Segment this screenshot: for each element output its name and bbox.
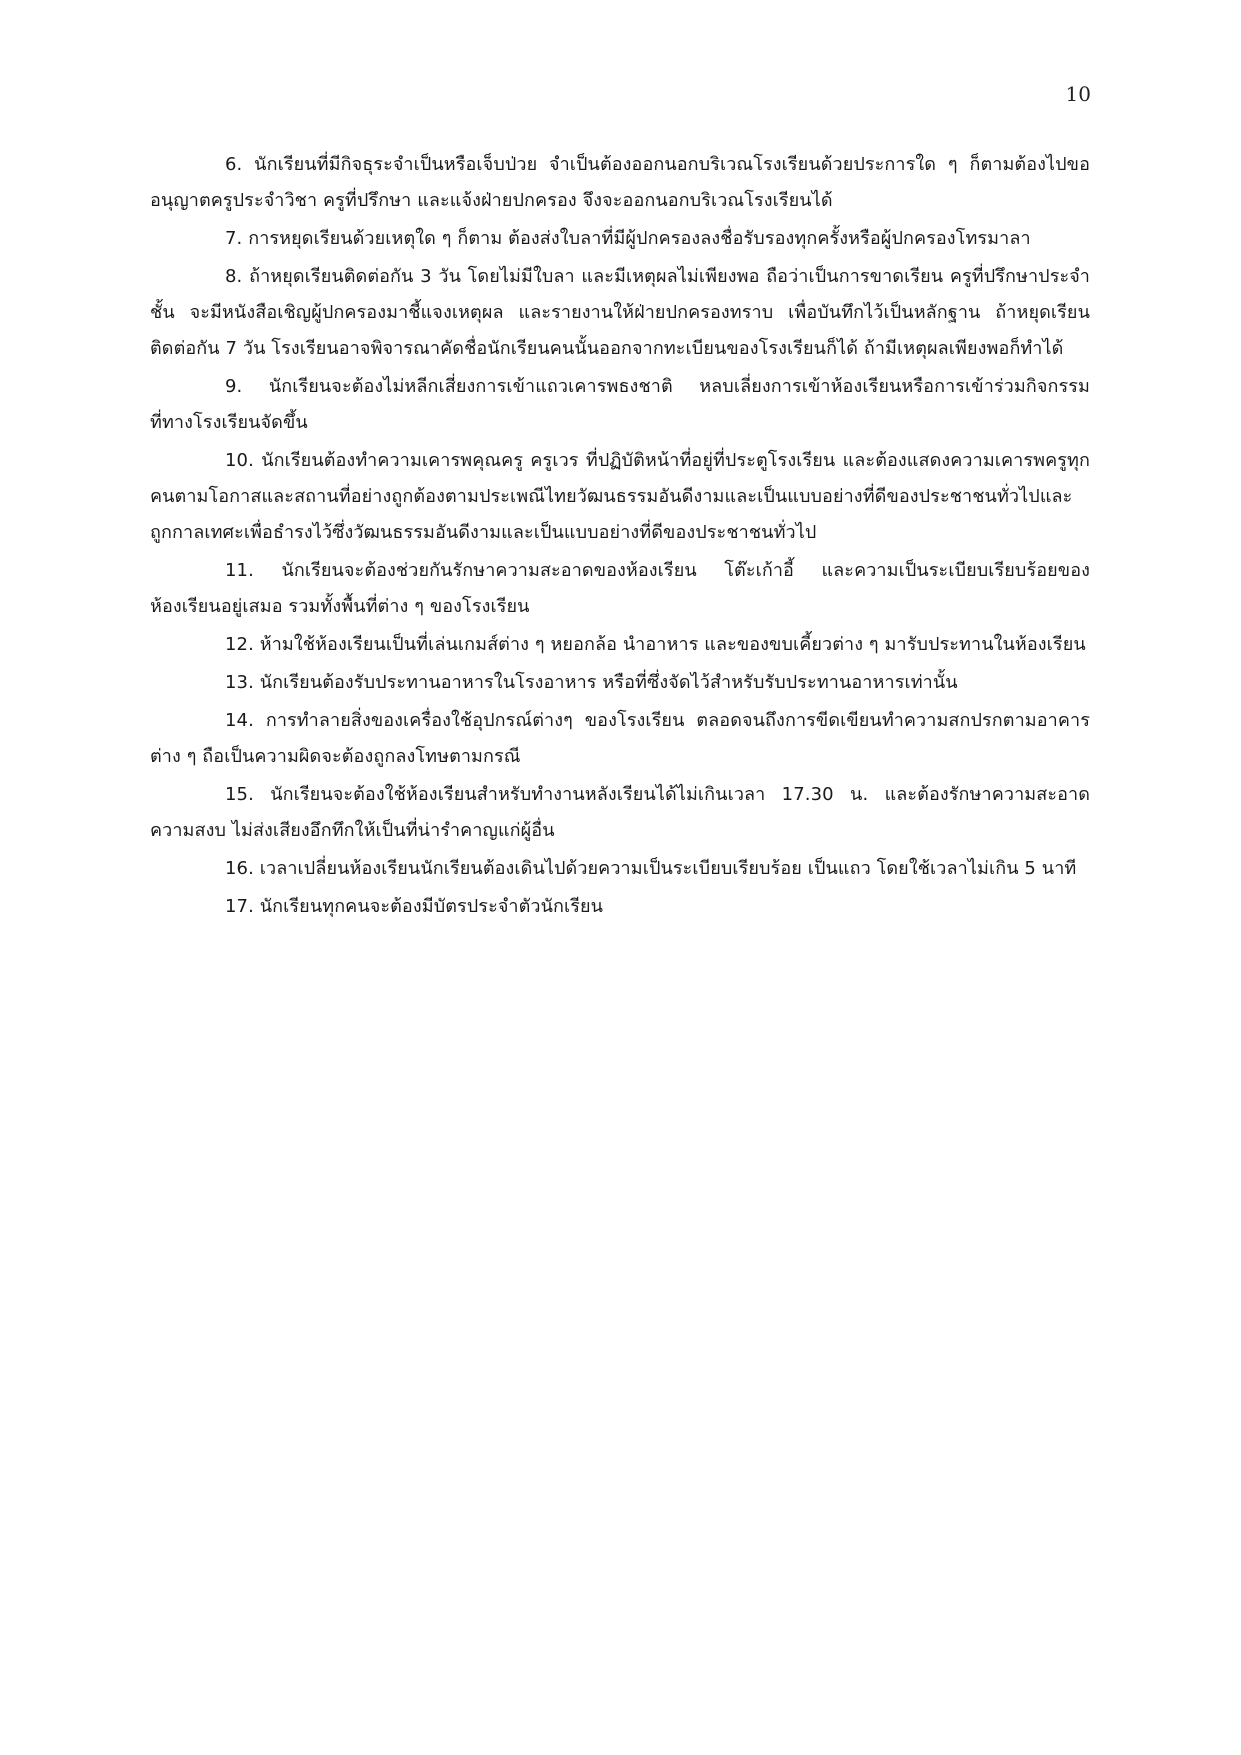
rule-17: 17. นักเรียนทุกคนจะต้องมีบัตรประจำตัวนักเรียน bbox=[225, 896, 604, 917]
rules-body bbox=[150, 147, 1090, 927]
rule-12: 12. ห้ามใช้ห้องเรียนเป็นที่เล่นเกมส์ต่าง ๆ หยอกล้อ นำอาหาร และของขบเคี้ยวต่าง ๆ มารับประทานในห้องเรียน bbox=[225, 634, 1086, 655]
rule-11: 11. นักเรียนจะต้องช่วยกันรักษาความสะอาดของห้องเรียน โต๊ะเก้าอี้ และความเป็นระเบียบเรียบร้อยของห้องเรียนอยู่เสมอ รวมทั้งพื้นที่ต่าง ๆ ของโรงเรียน bbox=[150, 560, 1090, 617]
page-number: 10 bbox=[1065, 82, 1091, 106]
rule-7: 7. การหยุดเรียนด้วยเหตุใด ๆ ก็ตาม ต้องส่งใบลาที่มีผู้ปกครองลงชื่อรับรองทุกครั้งหรือผู้ปกครองโทรมาลา bbox=[225, 228, 1031, 249]
rule-9: 9. นักเรียนจะต้องไม่หลีกเสี่ยงการเข้าแถวเคารพธงชาติ หลบเลี่ยงการเข้าห้องเรียนหรือการเข้าร่วมกิจกรรมที่ทางโรงเรียนจัดขึ้น bbox=[150, 376, 1090, 433]
rule-13: 13. นักเรียนต้องรับประทานอาหารในโรงอาหาร หรือที่ซึ่งจัดไว้สำหรับรับประทานอาหารเท่านั้น bbox=[225, 672, 958, 693]
rule-14: 14. การทำลายสิ่งของเครื่องใช้อุปกรณ์ต่างๆ ของโรงเรียน ตลอดจนถึงการขีดเขียนทำความสกปรกตามอาคารต่าง ๆ ถือเป็นความผิดจะต้องถูกลงโทษตามกรณี bbox=[150, 710, 1090, 767]
rule-6: 6. นักเรียนที่มีกิจธุระจำเป็นหรือเจ็บป่วย จำเป็นต้องออกนอกบริเวณโรงเรียนด้วยประการใด ๆ ก็ตามต้องไปขออนุญาตครูประจำวิชา ครูที่ปรึกษา และแจ้งฝ่ายปกครอง จึงจะออกนอกบริเวณโรงเรียนได้ bbox=[150, 154, 1090, 211]
rule-10: 10. นักเรียนต้องทำความเคารพคุณครู ครูเวร ที่ปฏิบัติหน้าที่อยู่ที่ประตูโรงเรียน และต้องแสดงความเคารพครูทุกคนตามโอกาสและสถานที่อย่างถูกต้องตามประเพณีไทยวัฒนธรรมอันดีงามและเป็นแบบอย่างที่ดีของประชาชนทั่วไปและถูกกาลเทศะเพื่อธำรงไว้ซึ่งวัฒนธรรมอันดีงามและเป็นแบบอย่างที่ดีของประชาชนทั่วไป bbox=[150, 450, 1090, 543]
rule-8: 8. ถ้าหยุดเรียนติดต่อกัน 3 วัน โดยไม่มีใบลา และมีเหตุผลไม่เพียงพอ ถือว่าเป็นการขาดเรียน ครูที่ปรึกษาประจำชั้น จะมีหนังสือเชิญผู้ปกครองมาชี้แจงเหตุผล และรายงานให้ฝ่ายปกครองทราบ เพื่อบันทึกไว้เป็นหลักฐาน ถ้าหยุดเรียนติดต่อกัน 7 วัน โรงเรียนอาจพิจารณาคัดชื่อนักเรียนคนนั้นออกจากทะเบียนของโรงเรียนก็ได้ ถ้ามีเหตุผลเพียงพอก็ทำได้ bbox=[150, 266, 1090, 359]
rule-15: 15. นักเรียนจะต้องใช้ห้องเรียนสำหรับทำงานหลังเรียนได้ไม่เกินเวลา 17.30 น. และต้องรักษาความสะอาด ความสงบ ไม่ส่งเสียงอึกทึกให้เป็นที่น่ารำคาญแก่ผู้อื่น bbox=[150, 784, 1090, 841]
rule-16: 16. เวลาเปลี่ยนห้องเรียนนักเรียนต้องเดินไปด้วยความเป็นระเบียบเรียบร้อย เป็นแถว โดยใช้เวลาไม่เกิน 5 นาที bbox=[225, 858, 1077, 879]
